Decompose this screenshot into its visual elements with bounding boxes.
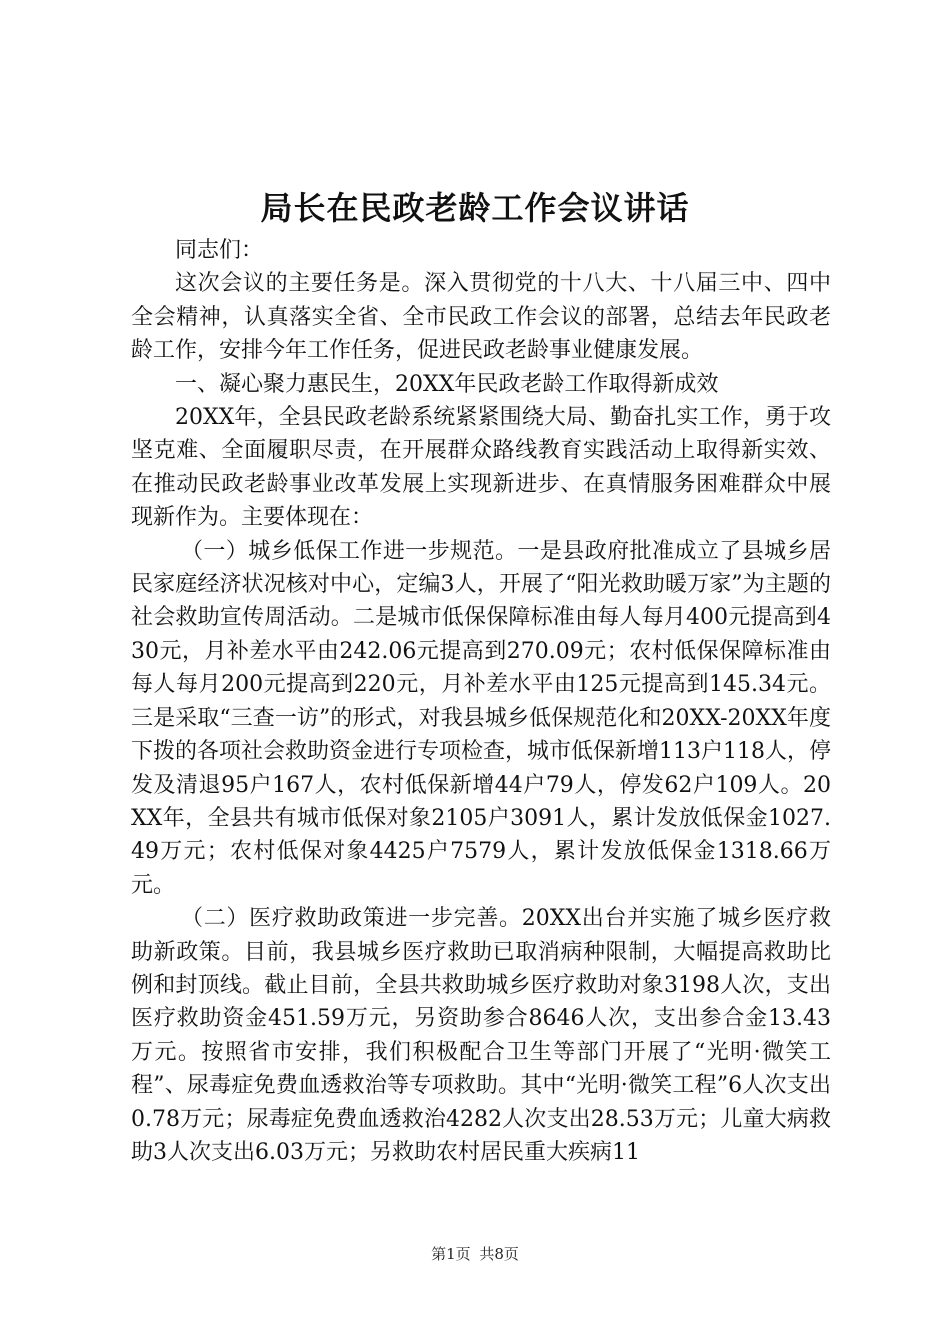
page-number-current: 第1页 [431, 1245, 471, 1263]
subsection-paragraph-1: （一）城乡低保工作进一步规范。一是县政府批准成立了县城乡居民家庭经济状况核对中心，定编3人，开展了“阳光救助暖万家”为主题的社会救助宣传周活动。二是城市低保保障标准由每人每月400元提高到430元，月补差水平由242.06元提高到270.09元；农村低保保障标准由每人每月200元提高到220元，月补差水平由125元提高到145.34元。三是采取“三查一访”的形式，对我县城乡低保规范化和20XX-20XX年度下拨的各项社会救助资金进行专项检查，城市低保新增113户118人，停发及清退95户167人，农村低保新增44户79人，停发62户109人。20XX年，全县共有城市低保对象2105户3091人，累计发放低保金1027.49万元；农村低保对象4425户7579人，累计发放低保金1318.66万元。 [131, 538, 831, 898]
section-heading: 一、凝心聚力惠民生，20XX年民政老龄工作取得新成效 [175, 371, 719, 397]
page-footer [0, 1244, 950, 1264]
summary-paragraph: 20XX年，全县民政老龄系统紧紧围绕大局、勤奋扎实工作，勇于攻坚克难、全面履职尽责，在开展群众路线教育实践活动上取得新实效、在推动民政老龄事业改革发展上实现新进步、在真情服务困难群众中展现新作为。主要体现在： [131, 405, 831, 531]
subsection-paragraph-2: （二）医疗救助政策进一步完善。20XX出台并实施了城乡医疗救助新政策。目前，我县城乡医疗救助已取消病种限制，大幅提高救助比例和封顶线。截止目前，全县共救助城乡医疗救助对象3198人次，支出医疗救助资金451.59万元，另资助参合8646人次，支出参合金13.43万元。按照省市安排，我们积极配合卫生等部门开展了“光明·微笑工程”、尿毒症免费血透救治等专项救助。其中“光明·微笑工程”6人次支出0.78万元；尿毒症免费血透救治4282人次支出28.53万元；儿童大病救助3人次支出6.03万元；另救助农村居民重大疾病11 [131, 906, 831, 1165]
salutation-paragraph: 同志们： [175, 238, 264, 263]
intro-paragraph: 这次会议的主要任务是。深入贯彻党的十八大、十八届三中、四中全会精神，认真落实全省、全市民政工作会议的部署，总结去年民政老龄工作，安排今年工作任务，促进民政老龄事业健康发展。 [131, 271, 831, 364]
document-body [131, 234, 831, 1169]
page-number-total: 共8页 [479, 1245, 519, 1263]
document-title: 局长在民政老龄工作会议讲话 [260, 189, 690, 227]
